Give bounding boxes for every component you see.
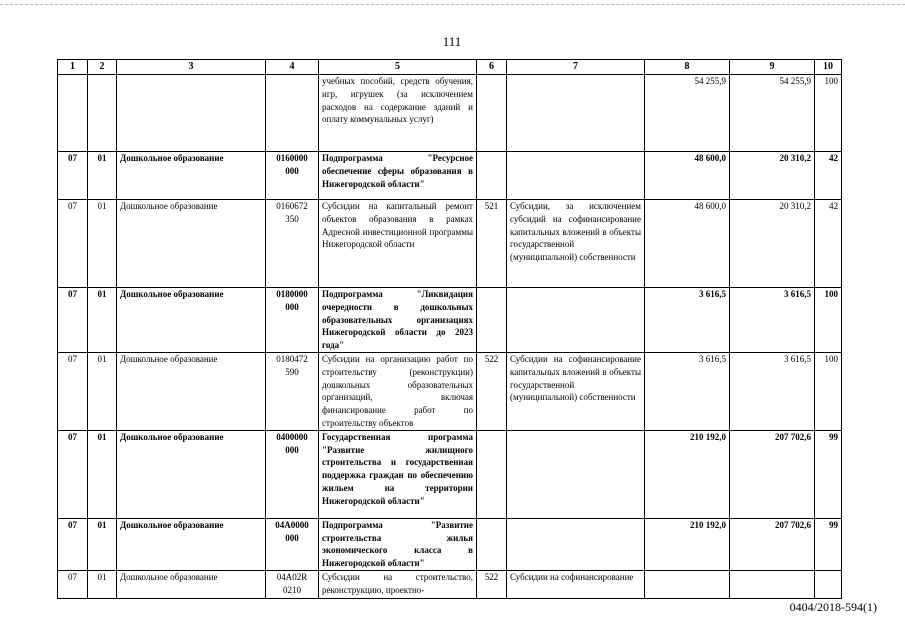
cell-target-name: Субсидии на строительство, реконструкцию, проектно-	[319, 570, 477, 598]
cell-executed-amount: 54 255,9	[730, 75, 815, 152]
header-cell-2: 2	[88, 60, 117, 75]
cell-executed-amount: 207 702,6	[730, 518, 815, 570]
table-row	[58, 430, 842, 518]
cell-executed-amount: 3 616,5	[730, 288, 815, 353]
document-code: 0404/2018-594(1)	[789, 600, 877, 614]
cell-expense-name: Субсидии на софинансирование капитальных вложений в объекты государственной (муниципальной) собственности	[507, 352, 645, 430]
header-cell-5: 5	[319, 60, 477, 75]
cell-percent: 99	[815, 430, 842, 518]
cell-target-name: Субсидии на организацию работ по строительству (реконструкции) дошкольных образовательных организаций, включая финансирование работ по строительству объектов	[319, 352, 477, 430]
cell-expense-code	[477, 430, 507, 518]
cell-percent: 99	[815, 518, 842, 570]
cell-expense-name	[507, 518, 645, 570]
page-number: 111	[442, 34, 462, 49]
cell-expense-name: Субсидии на софинансирование	[507, 570, 645, 598]
cell-target-name: Субсидии на капитальный ремонт объектов образования в рамках Адресной инвестиционной программы Нижегородской области	[319, 200, 477, 288]
cell-section: 07	[58, 200, 88, 288]
cell-percent: 100	[815, 352, 842, 430]
cell-subsection: 01	[88, 570, 117, 598]
header-cell-4: 4	[266, 60, 319, 75]
page-top-edge	[0, 4, 905, 5]
cell-target-name: Государственная программа "Развитие жилищного строительства и государственная поддержка граждан по обеспечению жильем на территории Нижегородской области"	[319, 430, 477, 518]
cell-planned-amount: 48 600,0	[645, 152, 730, 200]
cell-target-code	[266, 75, 319, 152]
cell-subsection: 01	[88, 430, 117, 518]
cell-subsection: 01	[88, 518, 117, 570]
cell-section-name: Дошкольное образование	[117, 200, 266, 288]
cell-section: 07	[58, 430, 88, 518]
cell-target-code: 04А0000 000	[266, 518, 319, 570]
cell-executed-amount: 207 702,6	[730, 430, 815, 518]
cell-expense-name	[507, 152, 645, 200]
cell-subsection: 01	[88, 352, 117, 430]
cell-planned-amount: 210 192,0	[645, 430, 730, 518]
cell-percent: 42	[815, 152, 842, 200]
cell-percent: 42	[815, 200, 842, 288]
cell-percent	[815, 570, 842, 598]
cell-executed-amount: 3 616,5	[730, 352, 815, 430]
cell-section: 07	[58, 152, 88, 200]
cell-section-name	[117, 75, 266, 152]
header-cell-8: 8	[645, 60, 730, 75]
cell-target-name: учебных пособий, средств обучения, игр, игрушек (за исключением расходов на содержание зданий и оплату коммунальных услуг)	[319, 75, 477, 152]
header-row	[58, 60, 842, 75]
cell-planned-amount: 3 616,5	[645, 288, 730, 353]
cell-planned-amount: 3 616,5	[645, 352, 730, 430]
cell-section-name: Дошкольное образование	[117, 518, 266, 570]
cell-expense-code	[477, 288, 507, 353]
header-cell-3: 3	[117, 60, 266, 75]
table-row	[58, 570, 842, 598]
cell-expense-code	[477, 75, 507, 152]
cell-section-name: Дошкольное образование	[117, 570, 266, 598]
cell-planned-amount: 48 600,0	[645, 200, 730, 288]
cell-expense-code	[477, 518, 507, 570]
cell-expense-code: 522	[477, 352, 507, 430]
cell-target-code: 0160672 350	[266, 200, 319, 288]
cell-target-code: 0160000 000	[266, 152, 319, 200]
cell-section	[58, 75, 88, 152]
cell-section: 07	[58, 518, 88, 570]
cell-expense-name	[507, 288, 645, 353]
cell-section: 07	[58, 288, 88, 353]
cell-subsection: 01	[88, 200, 117, 288]
cell-section-name: Дошкольное образование	[117, 152, 266, 200]
table-row	[58, 200, 842, 288]
cell-subsection: 01	[88, 288, 117, 353]
header-cell-10: 10	[815, 60, 842, 75]
header-cell-1: 1	[58, 60, 88, 75]
cell-percent: 100	[815, 288, 842, 353]
cell-expense-name	[507, 75, 645, 152]
cell-section: 07	[58, 352, 88, 430]
header-cell-6: 6	[477, 60, 507, 75]
table-row	[58, 518, 842, 570]
cell-planned-amount	[645, 570, 730, 598]
cell-percent: 100	[815, 75, 842, 152]
table-row	[58, 152, 842, 200]
table-row	[58, 288, 842, 353]
cell-executed-amount: 20 310,2	[730, 200, 815, 288]
cell-expense-name: Субсидии, за исключением субсидий на софинансирование капитальных вложений в объекты государственной (муниципальной) собственности	[507, 200, 645, 288]
cell-expense-code: 522	[477, 570, 507, 598]
table-row	[58, 75, 842, 152]
table-row	[58, 352, 842, 430]
budget-table	[57, 59, 842, 599]
cell-section: 07	[58, 570, 88, 598]
cell-section-name: Дошкольное образование	[117, 352, 266, 430]
cell-executed-amount: 20 310,2	[730, 152, 815, 200]
cell-target-name: Подпрограмма "Ресурсное обеспечение сферы образования в Нижегородской области"	[319, 152, 477, 200]
header-cell-9: 9	[730, 60, 815, 75]
cell-target-name: Подпрограмма "Развитие строительства жилья экономического класса в Нижегородской области"	[319, 518, 477, 570]
cell-expense-code	[477, 152, 507, 200]
cell-section-name: Дошкольное образование	[117, 430, 266, 518]
cell-expense-code: 521	[477, 200, 507, 288]
cell-target-code: 0180000 000	[266, 288, 319, 353]
cell-executed-amount	[730, 570, 815, 598]
cell-expense-name	[507, 430, 645, 518]
cell-planned-amount: 210 192,0	[645, 518, 730, 570]
cell-subsection	[88, 75, 117, 152]
cell-section-name: Дошкольное образование	[117, 288, 266, 353]
cell-target-code: 0180472 590	[266, 352, 319, 430]
cell-target-code: 04А02R 0210	[266, 570, 319, 598]
cell-planned-amount: 54 255,9	[645, 75, 730, 152]
header-cell-7: 7	[507, 60, 645, 75]
cell-target-name: Подпрограмма "Ликвидация очередности в дошкольных образовательных организациях Нижегородской области до 2023 года"	[319, 288, 477, 353]
cell-subsection: 01	[88, 152, 117, 200]
cell-target-code: 0400000 000	[266, 430, 319, 518]
